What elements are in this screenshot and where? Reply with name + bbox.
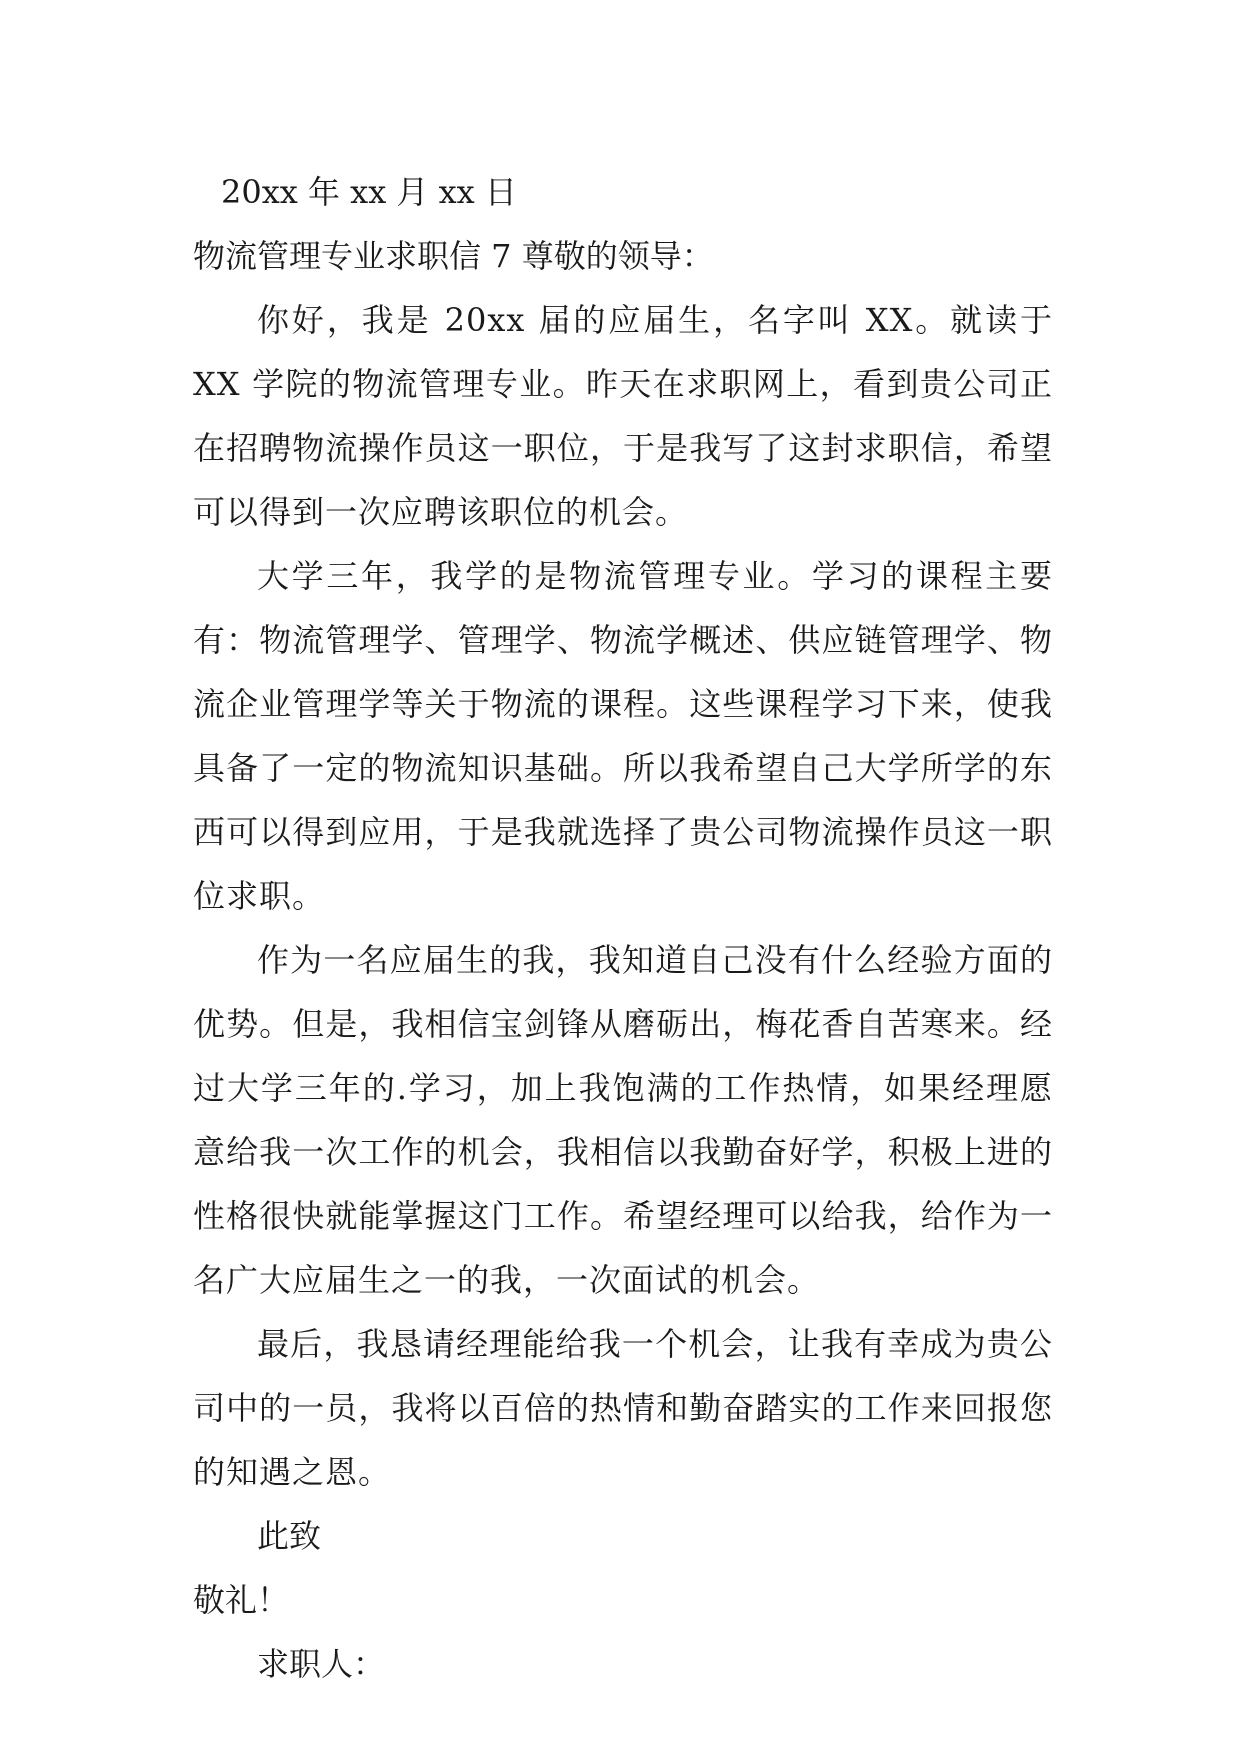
- letter-signature-label: 求职人：: [257, 1645, 386, 1683]
- letter-paragraph-3: 作为一名应届生的我，我知道自己没有什么经验方面的优势。但是，我相信宝剑锋从磨砺出，梅花香自苦寒来。经过大学三年的.学习，加上我饱满的工作热情，如果经理愿意给我一次工作的机会，我相信以我勤奋好学，积极上进的性格很快就能掌握这门工作。希望经理可以给我，给作为一名广大应届生之一的我，一次面试的机会。: [193, 941, 1053, 1299]
- letter-paragraph-1: 你好，我是 20xx 届的应届生，名字叫 XX。就读于 XX 学院的物流管理专业。昨天在求职网上，看到贵公司正在招聘物流操作员这一职位，于是我写了这封求职信，希望可以得到一次应聘该职位的机会。: [193, 301, 1053, 531]
- letter-title-greeting: 物流管理专业求职信 7 尊敬的领导：: [193, 237, 714, 275]
- letter-closing-2: 敬礼！: [193, 1581, 290, 1619]
- letter-paragraph-2: 大学三年，我学的是物流管理专业。学习的课程主要有：物流管理学、管理学、物流学概述、供应链管理学、物流企业管理学等关于物流的课程。这些课程学习下来，使我具备了一定的物流知识基础。所以我希望自己大学所学的东西可以得到应用，于是我就选择了贵公司物流操作员这一职位求职。: [193, 557, 1053, 915]
- letter-date: 20xx 年 xx 月 xx 日: [221, 173, 517, 211]
- letter-page: [193, 160, 1053, 1696]
- letter-closing-1: 此致: [257, 1517, 322, 1555]
- letter-paragraph-4: 最后，我恳请经理能给我一个机会，让我有幸成为贵公司中的一员，我将以百倍的热情和勤奋踏实的工作来回报您的知遇之恩。: [193, 1325, 1053, 1491]
